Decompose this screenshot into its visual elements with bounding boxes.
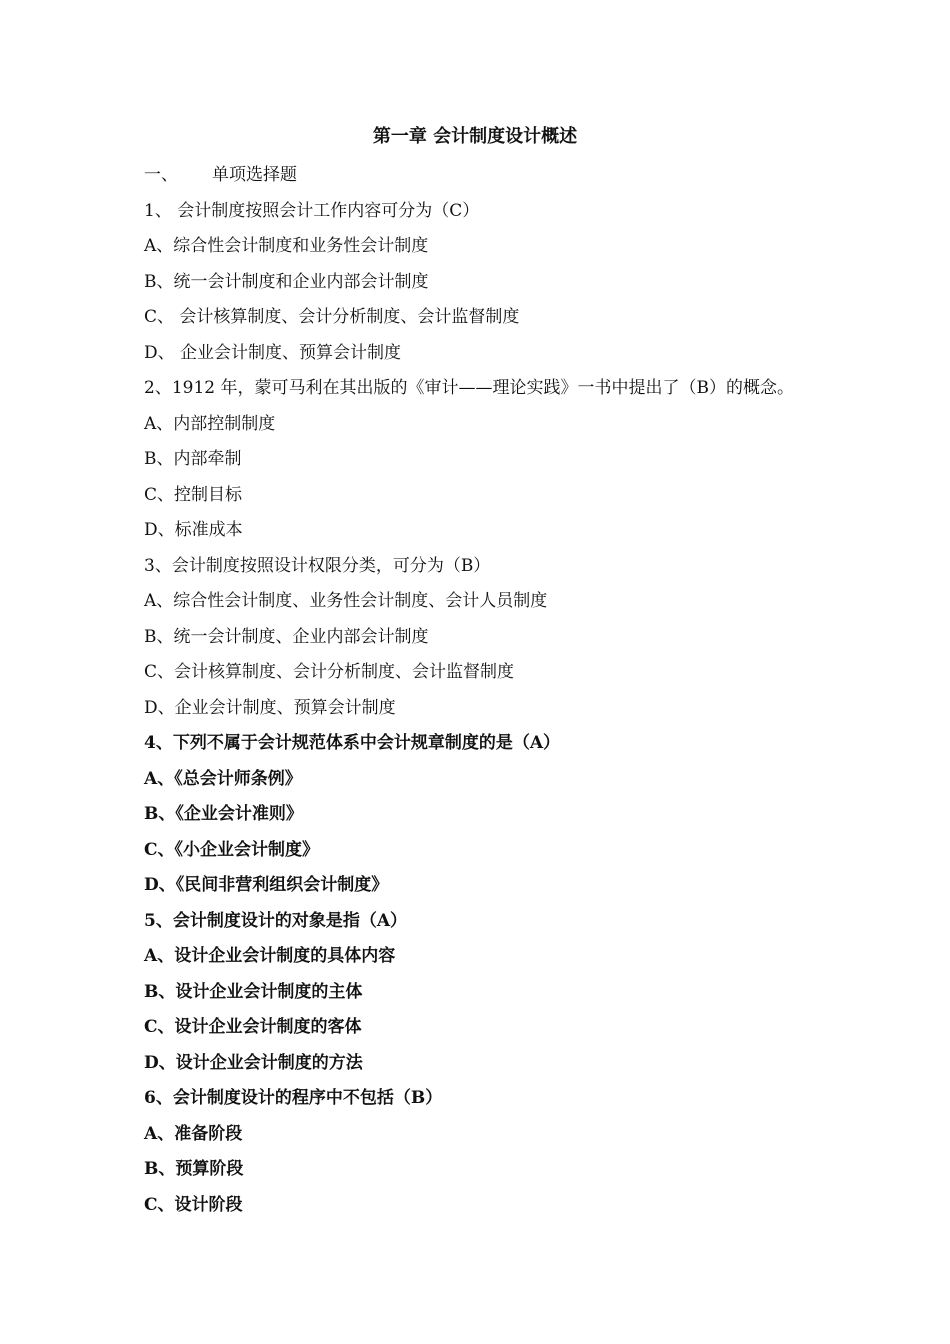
answer-option: B、统一会计制度和企业内部会计制度: [144, 271, 429, 292]
answer-option: A、内部控制制度: [144, 413, 276, 434]
question-list: [144, 158, 824, 1223]
section-label: 单项选择题: [212, 165, 297, 185]
answer-option: B、《企业会计准则》: [144, 804, 303, 824]
answer-option: B、内部牵制: [144, 449, 242, 469]
chapter-title: 第一章 会计制度设计概述: [372, 126, 578, 147]
answer-option: D、标准成本: [144, 520, 243, 540]
question-text: 4、下列不属于会计规范体系中会计规章制度的是（A）: [144, 733, 561, 753]
answer-option: D、企业会计制度、预算会计制度: [144, 697, 396, 718]
question-text: 6、会计制度设计的程序中不包括（B）: [144, 1088, 443, 1108]
answer-option: C、会计核算制度、会计分析制度、会计监督制度: [144, 662, 515, 682]
answer-option: D、《民间非营利组织会计制度》: [144, 875, 389, 895]
answer-option: B、预算阶段: [144, 1159, 244, 1179]
answer-option: A、《总会计师条例》: [144, 768, 302, 789]
answer-option: C、《小企业会计制度》: [144, 839, 320, 860]
answer-option: A、准备阶段: [144, 1123, 243, 1144]
question-text: 2、1912 年，蒙可马利在其出版的《审计——理论实践》一书中提出了（B）的概念。: [144, 378, 794, 398]
answer-option: B、设计企业会计制度的主体: [144, 981, 363, 1002]
answer-option: C、控制目标: [144, 484, 243, 505]
section-heading: [144, 158, 824, 194]
answer-option: B、统一会计制度、企业内部会计制度: [144, 626, 429, 647]
section-number: 一、: [144, 165, 178, 185]
question-text: 1、 会计制度按照会计工作内容可分为（C）: [144, 200, 480, 221]
answer-option: C、 会计核算制度、会计分析制度、会计监督制度: [144, 307, 520, 327]
answer-option: A、综合性会计制度和业务性会计制度: [144, 236, 429, 256]
answer-option: C、设计企业会计制度的客体: [144, 1017, 362, 1037]
answer-option: D、设计企业会计制度的方法: [144, 1052, 363, 1073]
answer-option: A、设计企业会计制度的具体内容: [144, 946, 396, 966]
question-text: 5、会计制度设计的对象是指（A）: [144, 910, 408, 931]
answer-option: C、设计阶段: [144, 1194, 243, 1215]
answer-option: D、 企业会计制度、预算会计制度: [144, 342, 402, 363]
question-text: 3、会计制度按照设计权限分类，可分为（B）: [144, 555, 491, 576]
answer-option: A、综合性会计制度、业务性会计制度、会计人员制度: [144, 591, 548, 611]
